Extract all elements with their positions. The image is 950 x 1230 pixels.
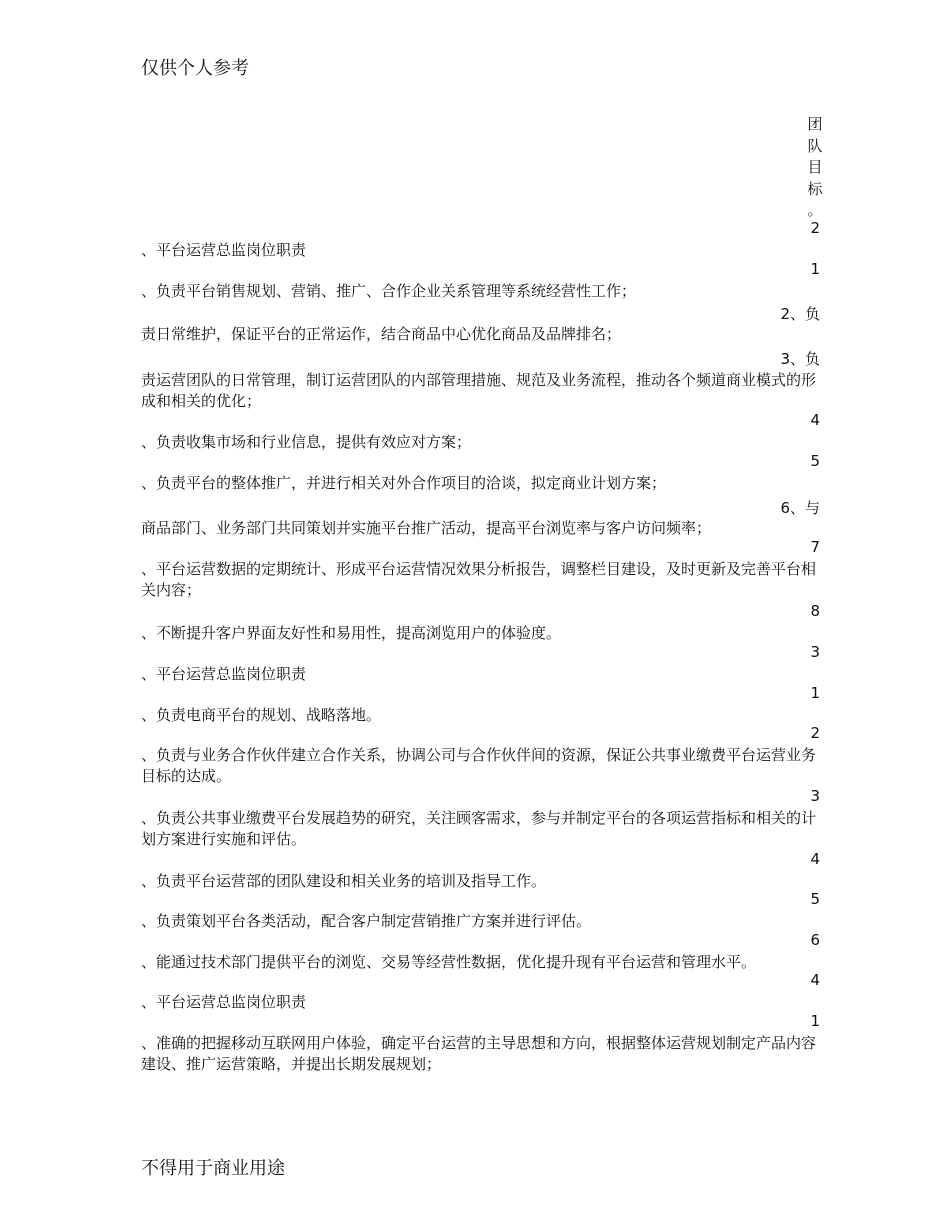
item-number: 4 [810,411,820,429]
section-heading: 、平台运营总监岗位职责 [141,241,307,259]
duty-item: 、能通过技术部门提供平台的浏览、交易等经营性数据，优化提升现有平台运营和管理水平。 [141,953,757,971]
item-number: 4 [810,850,820,868]
section-heading: 、平台运营总监岗位职责 [141,665,307,683]
item-number: 6、与 [780,499,820,517]
item-number: 7 [810,538,820,556]
item-number: 3、负 [780,350,820,368]
item-number: 5 [810,890,820,908]
item-number: 1 [810,260,820,278]
page-footer: 不得用于商业用途 [141,1158,285,1179]
duty-item: 、负责收集市场和行业信息，提供有效应对方案； [141,433,472,451]
item-number: 3 [810,787,820,805]
duty-item: 责运营团队的日常管理，制订运营团队的内部管理措施、规范及业务流程，推动各个频道商业模式的形成和相关的优化； [141,371,817,410]
item-number: 2 [810,724,820,742]
item-number: 3 [810,643,820,661]
duty-item: 、负责电商平台的规划、战略落地。 [141,706,382,724]
item-number: 1 [810,684,820,702]
duty-item: 、负责平台销售规划、营销、推广、合作企业关系管理等系统经营性工作； [141,282,637,300]
item-number: 8 [810,602,820,620]
duty-item: 商品部门、业务部门共同策划并实施平台推广活动，提高平台浏览率与客户访问频率； [141,519,712,537]
duty-item: 、平台运营数据的定期统计、形成平台运营情况效果分析报告，调整栏目建设，及时更新及完善平台相关内容； [141,560,817,599]
vertical-char: 标 [807,179,823,198]
vertical-char: 。 [807,201,823,219]
vertical-char: 目 [807,158,823,176]
duty-item: 责日常维护，保证平台的正常运作，结合商品中心优化商品及品牌排名； [141,325,622,343]
item-number: 5 [810,452,820,470]
duty-item: 、负责平台运营部的团队建设和相关业务的培训及指导工作。 [141,872,547,890]
vertical-text-team-goal [805,114,825,222]
duty-item: 、准确的把握移动互联网用户体验，确定平台运营的主导思想和方向，根据整体运营规划制定产品内容建设、推广运营策略，并提出长期发展规划； [141,1034,817,1073]
duty-item: 、不断提升客户界面友好性和易用性，提高浏览用户的体验度。 [141,624,562,642]
duty-item: 、负责公共事业缴费平台发展趋势的研究，关注顾客需求，参与并制定平台的各项运营指标和相关的计划方案进行实施和评估。 [141,809,817,848]
duty-item: 、负责与业务合作伙伴建立合作关系，协调公司与合作伙伴间的资源，保证公共事业缴费平台运营业务目标的达成。 [141,746,817,785]
duty-item: 、负责平台的整体推广，并进行相关对外合作项目的洽谈，拟定商业计划方案； [141,474,667,492]
duty-item: 、负责策划平台各类活动，配合客户制定营销推广方案并进行评估。 [141,912,592,930]
item-number: 2 [810,219,820,237]
item-number: 2、负 [780,305,820,323]
item-number: 4 [810,971,820,989]
section-heading: 、平台运营总监岗位职责 [141,993,307,1011]
vertical-char: 队 [807,136,823,155]
vertical-char: 团 [807,115,823,133]
item-number: 1 [810,1012,820,1030]
page-header: 仅供个人参考 [141,58,249,79]
item-number: 6 [810,931,820,949]
